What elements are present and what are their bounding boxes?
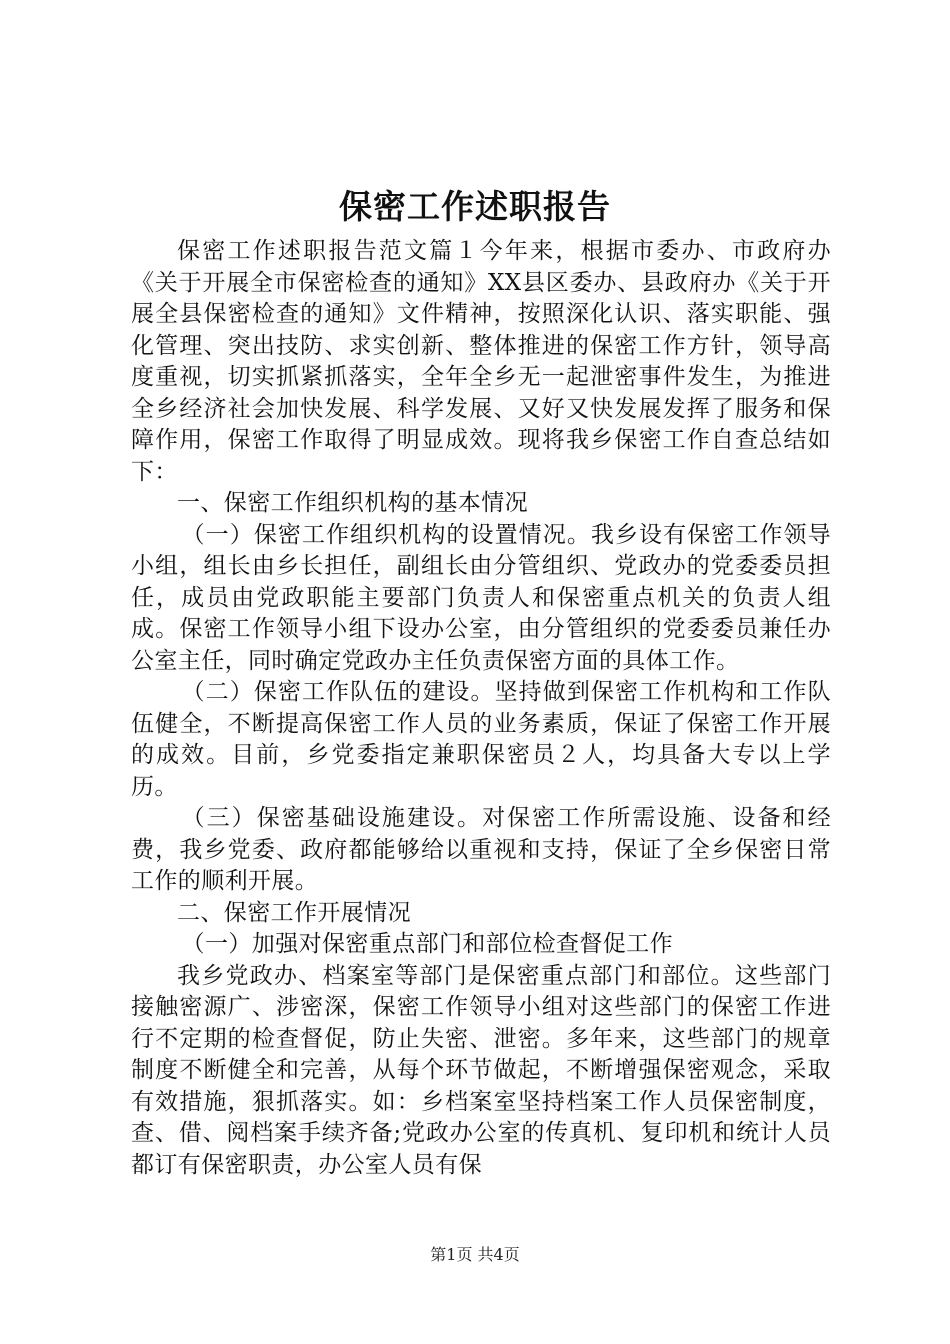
paragraph-subsection-3: （三）保密基础设施建设。对保密工作所需设施、设备和经费，我乡党委、政府都能够给以重视和支持，保证了全乡保密日常工作的顺利开展。 [131,805,831,894]
paragraph-subsection-1: （一）保密工作组织机构的设置情况。我乡设有保密工作领导小组，组长由乡长担任，副组长由分管组织、党政办的党委委员担任，成员由党政职能主要部门负责人和保密重点机关的负责人组成。保密工作领导小组下设办公室，由分管组织的党委委员兼任办公室主任，同时确定党政办主任负责保密方面的具体工作。 [131,521,831,674]
subsection-heading: （一）加强对保密重点部门和部位检查督促工作 [181,931,673,957]
section-heading-1: 一、保密工作组织机构的基本情况 [177,490,528,516]
paragraph-intro: 保密工作述职报告范文篇１今年来，根据市委办、市政府办《关于开展全市保密检查的通知》XX县区委办、县政府办《关于开展全县保密检查的通知》文件精神，按照深化认识、落实职能、强化管理、突出技防、求实创新、整体推进的保密工作方针，领导高度重视，切实抓紧抓落实，全年全乡无一起泄密事件发生，为推进全乡经济社会加快发展、科学发展、又好又快发展发挥了服务和保障作用，保密工作取得了明显成效。现将我乡保密工作自查总结如下： [131,238,831,485]
document-title: 保密工作述职报告 [339,187,611,226]
paragraph-subsection-2: （二）保密工作队伍的建设。坚持做到保密工作机构和工作队伍健全，不断提高保密工作人员的业务素质，保证了保密工作开展的成效。目前，乡党委指定兼职保密员２人，均具备大专以上学历。 [131,679,831,800]
section-heading-2: 二、保密工作开展情况 [177,899,411,926]
document-body [131,236,831,1181]
paragraph-body: 我乡党政办、档案室等部门是保密重点部门和部位。这些部门接触密源广、涉密深，保密工作领导小组对这些部门的保密工作进行不定期的检查督促，防止失密、泄密。多年来，这些部门的规章制度不断健全和完善，从每个环节做起，不断增强保密观念，采取有效措施，狠抓落实。如：乡档案室坚持档案工作人员保密制度，查、借、阅档案手续齐备;党政办公室的传真机、复印机和统计人员都订有保密职责，办公室人员有保 [131,962,831,1178]
page-footer: 第1页 共4页 [430,1245,520,1264]
